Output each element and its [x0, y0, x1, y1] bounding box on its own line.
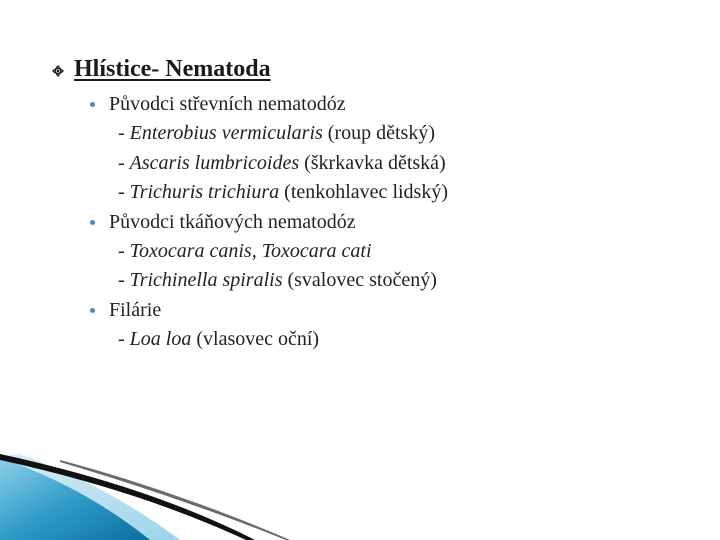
species-name: Toxocara canis, Toxocara cati — [129, 239, 372, 262]
dash: - — [118, 328, 125, 351]
bullet-dot-icon — [90, 220, 95, 225]
dash: - — [118, 181, 125, 204]
species-name: Loa loa — [129, 328, 192, 351]
bullet-label: Původci tkáňových nematodóz — [109, 210, 356, 233]
common-name: (škrkavka dětská) — [299, 151, 446, 174]
dash: - — [118, 239, 125, 262]
slide-corner-decoration — [0, 440, 720, 540]
sub-item — [88, 325, 688, 354]
bullet-dot-icon — [90, 102, 95, 107]
dash: - — [118, 122, 125, 145]
sub-item — [88, 178, 688, 207]
bullet-dot-icon — [90, 308, 95, 313]
bullet-label: Filárie — [109, 298, 162, 321]
common-name: (tenkohlavec lidský) — [279, 181, 448, 204]
species-name: Trichinella spiralis — [129, 269, 283, 292]
dash: - — [118, 151, 125, 174]
species-name: Trichuris trichiura — [129, 181, 280, 204]
title-row — [52, 56, 271, 83]
common-name: (roup dětský) — [322, 122, 435, 145]
species-name: Enterobius vermicularis — [129, 122, 323, 145]
bullet-list — [88, 90, 688, 355]
page-title: Hlístice- Nematoda — [74, 56, 271, 82]
bullet-item-intestinal — [88, 90, 688, 119]
common-name: (svalovec stočený) — [282, 269, 437, 292]
flourish-bullet-icon — [52, 65, 64, 77]
sub-item — [88, 119, 688, 148]
sub-item — [88, 237, 688, 266]
sub-item — [88, 149, 688, 178]
species-name: Ascaris lumbricoides — [129, 151, 300, 174]
bullet-item-filaria — [88, 296, 688, 325]
bullet-label: Původci střevních nematodóz — [109, 93, 346, 115]
common-name: (vlasovec oční) — [191, 328, 320, 351]
dash: - — [118, 269, 125, 292]
bullet-item-tissue — [88, 208, 688, 237]
sub-item — [88, 266, 688, 295]
